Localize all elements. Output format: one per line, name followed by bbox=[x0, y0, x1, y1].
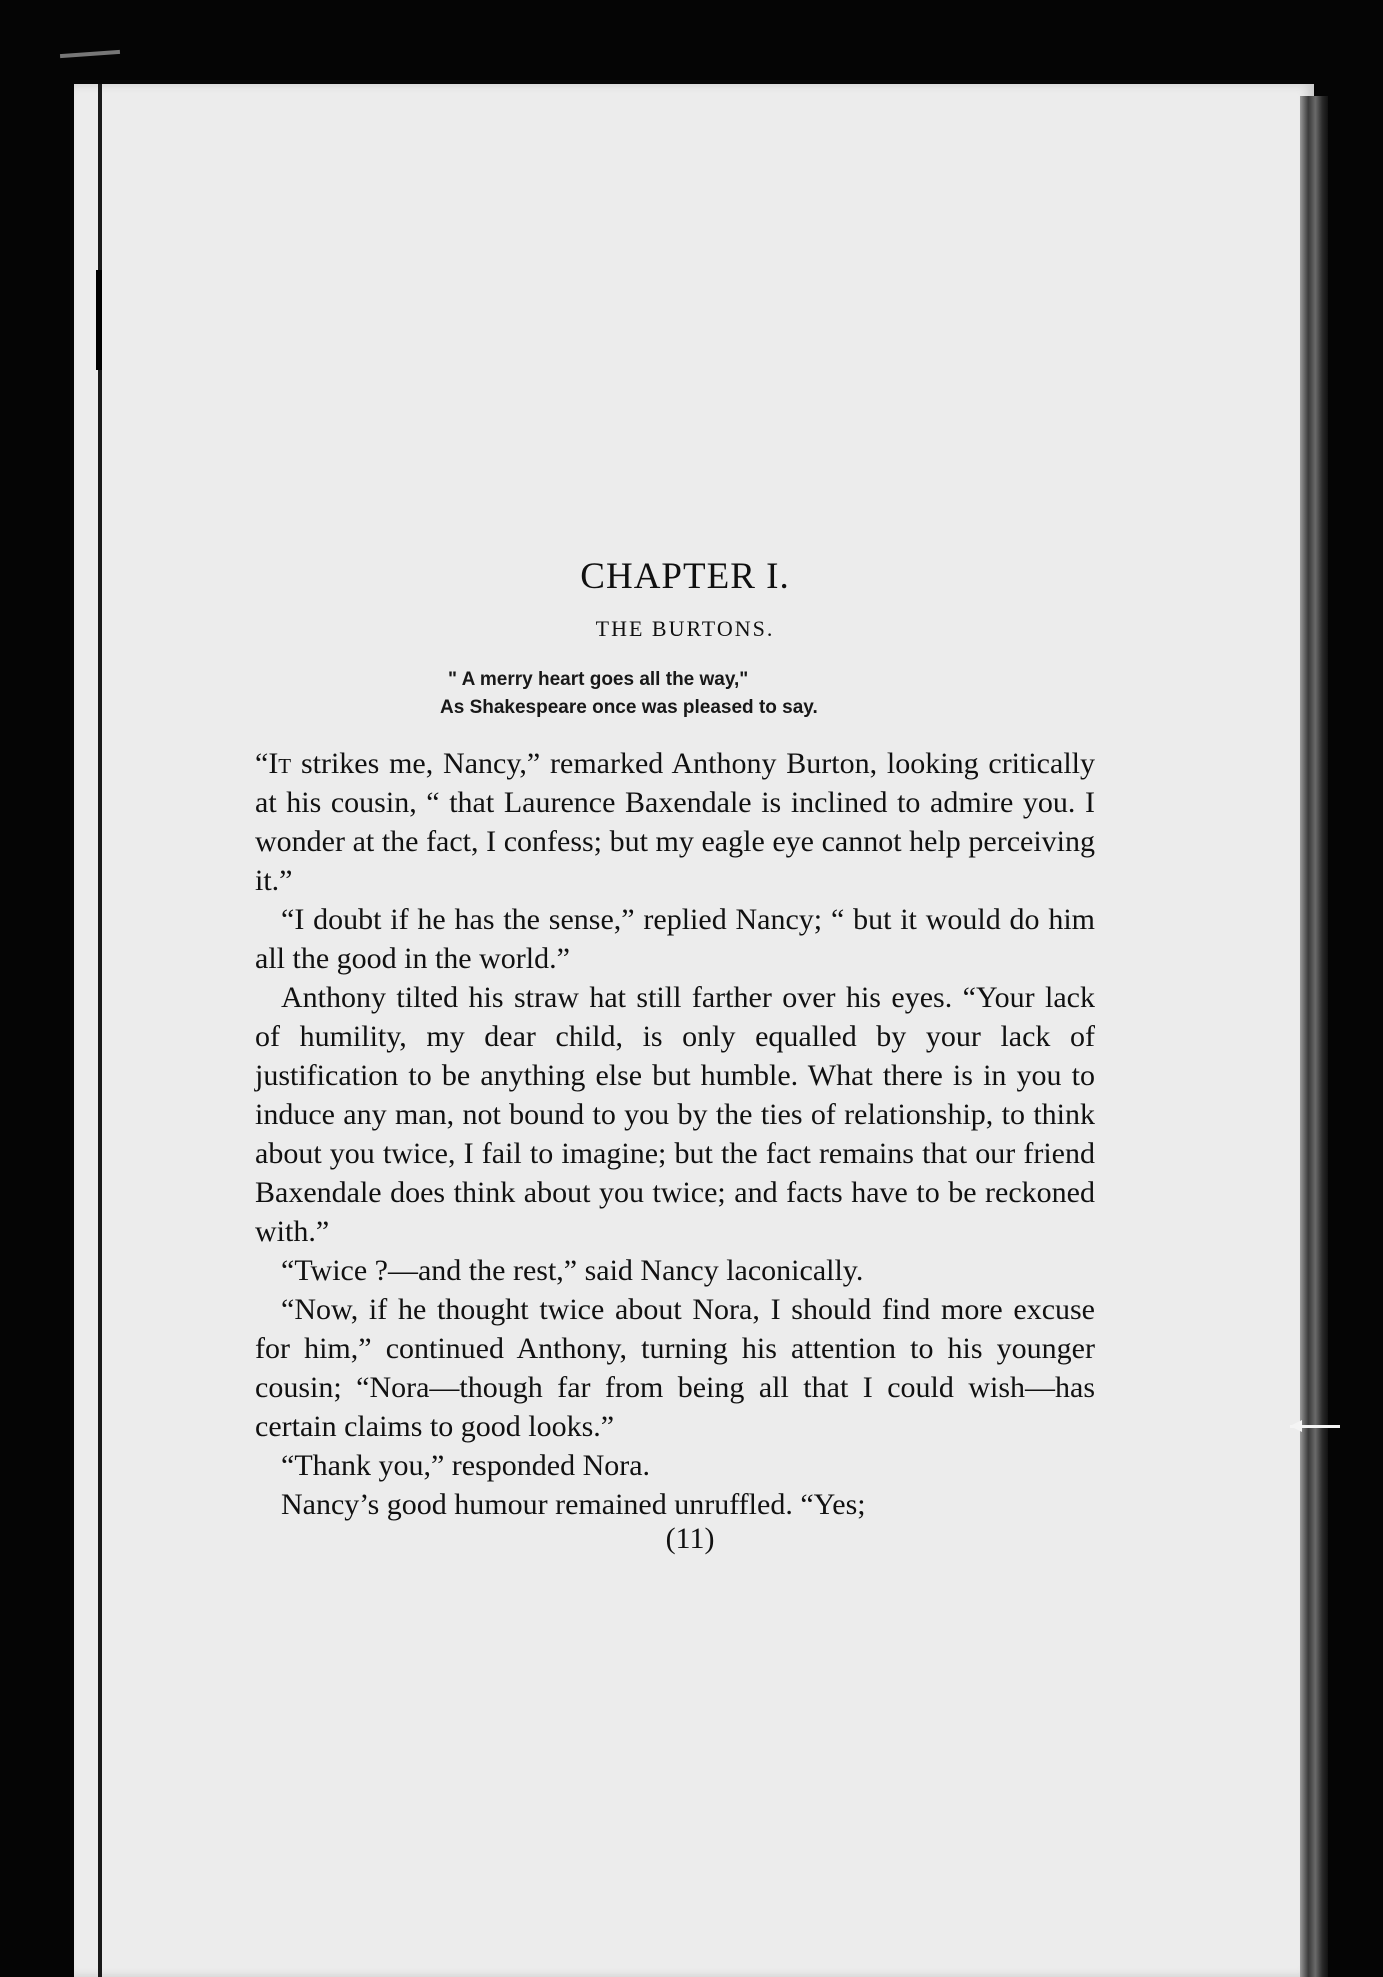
paragraph-lead: “It bbox=[255, 747, 292, 780]
paragraph: Nancy’s good humour remained unruffled. “Yes; bbox=[281, 1488, 866, 1521]
paragraph: “Now, if he thought twice about Nora, I should find more excuse for him,” continued Anthony, turning his attention to his younger cousin; “Nora—though far from being all that I could wish—has certain claims to good looks.” bbox=[255, 1293, 1095, 1443]
chapter-title: CHAPTER I. bbox=[580, 556, 790, 597]
paragraph: “Twice ?—and the rest,” said Nancy laconically. bbox=[281, 1254, 864, 1287]
page-number: (11) bbox=[665, 1522, 715, 1555]
chapter-subtitle: THE BURTONS. bbox=[595, 616, 775, 641]
page-text bbox=[255, 555, 1095, 1556]
epigraph-line: " A merry heart goes all the way," bbox=[448, 669, 749, 690]
page-edge bbox=[1300, 96, 1328, 1977]
epigraph-line: As Shakespeare once was pleased to say. bbox=[440, 697, 818, 718]
gutter-mark bbox=[96, 270, 102, 370]
paragraph: “I doubt if he has the sense,” replied Nancy; “ but it would do him all the good in the world.” bbox=[255, 903, 1095, 975]
paragraph bbox=[255, 744, 1095, 900]
paragraph: “Thank you,” responded Nora. bbox=[281, 1449, 651, 1482]
chapter-prose bbox=[255, 744, 1095, 1524]
paragraph-text: strikes me, Nancy,” remarked Anthony Burton, looking critically at his cousin, “ that Laurence Baxendale is inclined to admire you. I wonder at the fact, I confess; but my eagle eye cannot help perceiving it.” bbox=[255, 747, 1095, 897]
margin-arrow-mark bbox=[1290, 1425, 1340, 1428]
paragraph: Anthony tilted his straw hat still farther over his eyes. “Your lack of humility, my dear child, is only equalled by your lack of justification to be anything else but humble. What there is in you to induce any man, not bound to you by the ties of relationship, to think about you twice, I fail to imagine; but the fact remains that our friend Baxendale does think about you twice; and facts have to be reckoned with.” bbox=[255, 981, 1095, 1248]
epigraph bbox=[440, 666, 1095, 722]
